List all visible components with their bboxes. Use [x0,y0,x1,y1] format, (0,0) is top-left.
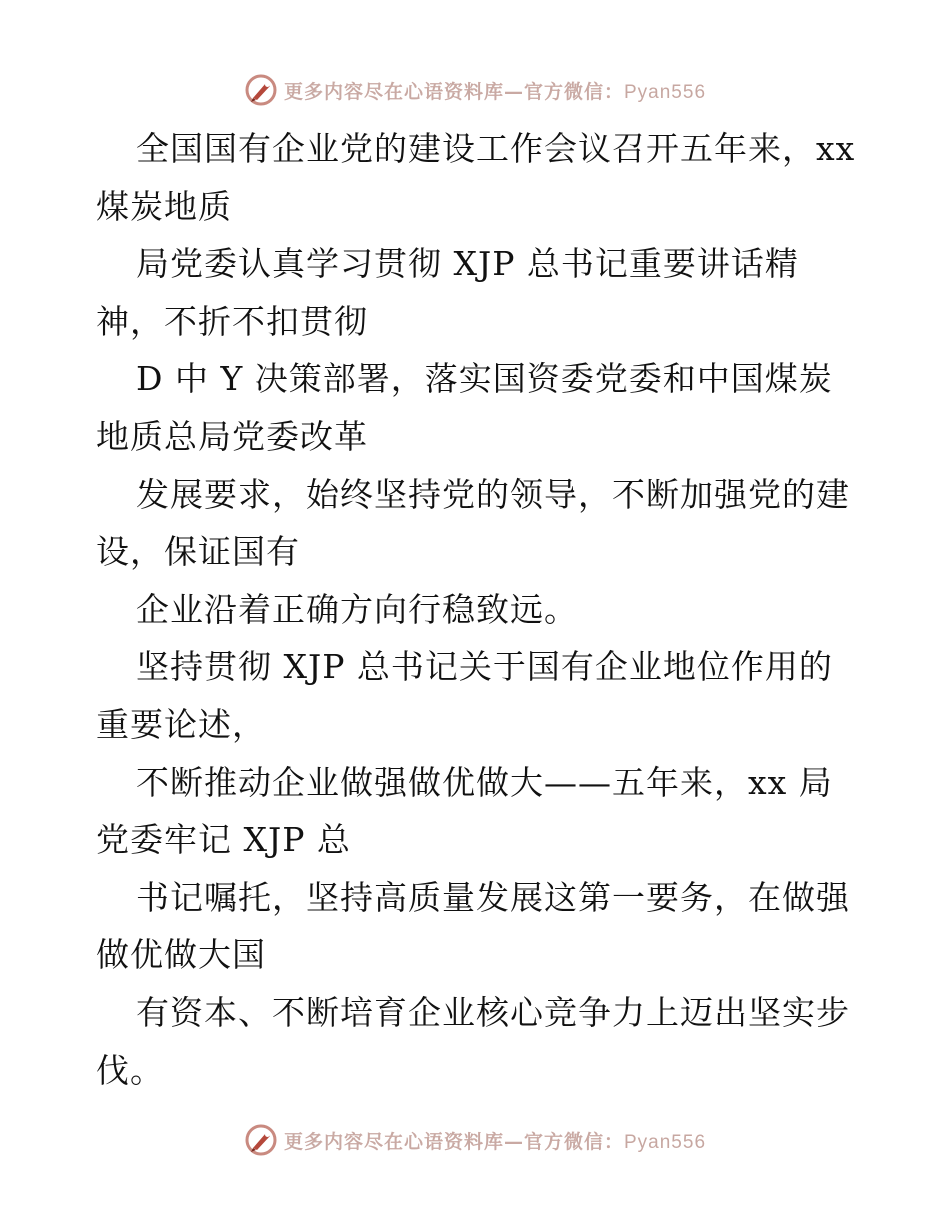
text-line: 有资本、不断培育企业核心竞争力上迈出坚实步 [136,992,850,1032]
text-line: 全国国有企业党的建设工作会议召开五年来，xx [136,129,856,168]
pen-nib-logo-icon [244,1123,278,1157]
wechat-id: Pyan556 [624,1131,707,1153]
text-line: 发展要求，始终坚持党的领导，不断加强党的建 [136,474,850,514]
text-line: 党委牢记 XJP 总 [96,820,351,860]
text-line: 地质总局党委改革 [96,416,368,456]
page-footer-watermark [0,1120,950,1160]
document-body [96,120,856,1099]
watermark-text: 更多内容尽在心语资料库—官方微信：Pyan556 [283,80,707,103]
text-line: 不断推动企业做强做优做大——五年来，xx 局 [136,762,833,802]
pen-nib-logo-icon [244,73,278,107]
wechat-id: Pyan556 [624,81,707,103]
text-line: 企业沿着正确方向行稳致远。 [136,589,578,629]
watermark-text: 更多内容尽在心语资料库—官方微信：Pyan556 [283,1130,707,1153]
text-line: 伐。 [96,1050,164,1090]
text-line: 煤炭地质 [96,186,232,226]
page-header-watermark [0,70,950,110]
text-line: 设，保证国有 [96,532,300,572]
text-line: D 中 Y 决策部署，落实国资委党委和中国煤炭 [136,359,833,399]
text-line: 神，不折不扣贯彻 [96,301,368,341]
text-line: 做优做大国 [96,935,266,975]
text-line: 重要论述， [96,704,266,744]
text-line: 坚持贯彻 XJP 总书记关于国有企业地位作用的 [136,647,833,687]
text-line: 书记嘱托，坚持高质量发展这第一要务，在做强 [136,877,850,917]
text-line: 局党委认真学习贯彻 XJP 总书记重要讲话精 [136,244,799,284]
